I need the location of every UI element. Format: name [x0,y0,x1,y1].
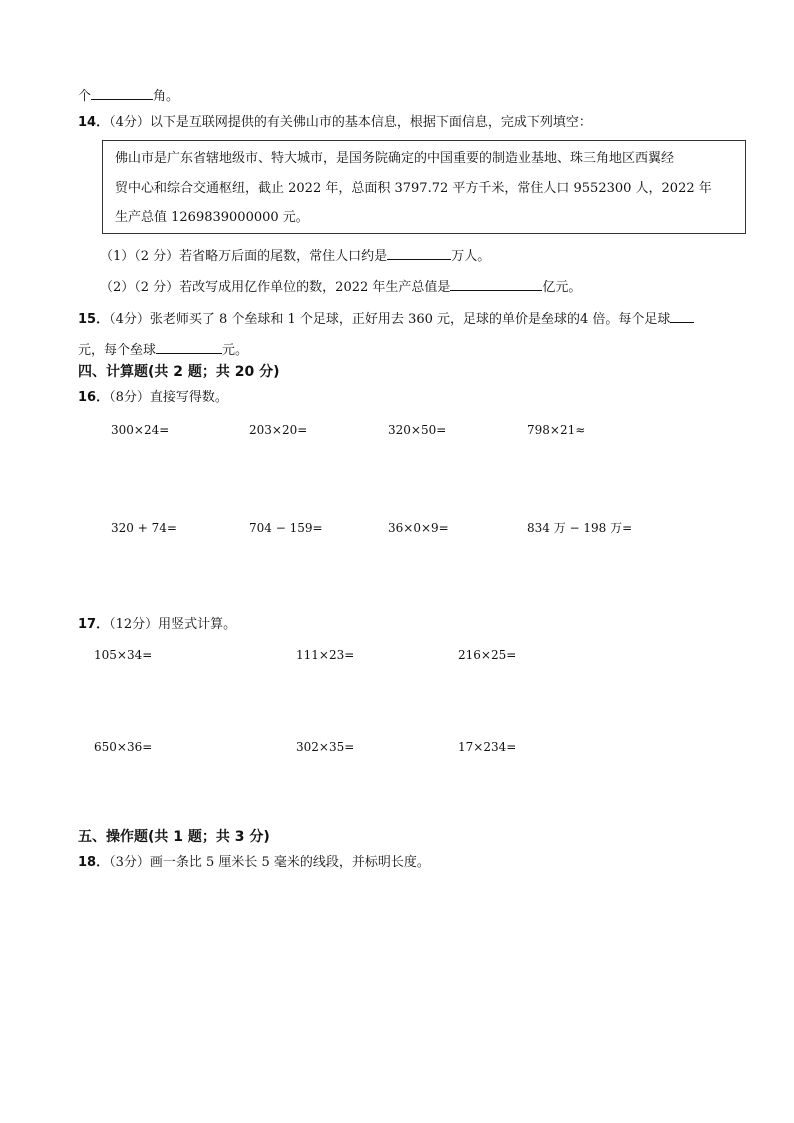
calc-item: 302×35= [296,740,355,754]
q15-line2: 元，每个垒球 元。 [78,340,248,357]
calc-item: 704 − 159= [249,521,323,535]
calc-item: 216×25= [458,648,517,662]
question-text: （3分）画一条比 5 厘米长 5 毫米的线段，并标明长度。 [109,855,430,870]
calc-item: 203×20= [249,423,308,437]
answer-blank[interactable] [387,246,451,260]
question-text: （4分）张老师买了 8 个垒球和 1 个足球，正好用去 360 元，足球的单价是垒球的4 倍。每个足球 [109,312,671,327]
question-number: 17． [78,617,110,632]
section-heading-5: 五、操作题(共 1 题；共 3 分) [78,829,270,845]
calc-item: 36×0×9= [388,521,449,535]
question-17 [78,618,236,631]
question-15 [78,309,694,326]
calc-item: 798×21≈ [527,423,586,437]
answer-blank[interactable] [450,277,542,291]
question-14 [78,116,592,129]
info-line: 生产总值 1269839000000 元。 [115,210,309,225]
q14-sub1: （1）（2 分）若省略万后面的尾数，常住人口约是 万人。 [100,246,490,263]
answer-blank[interactable] [156,340,222,354]
q14-sub2: （2）（2 分）若改写成用亿作单位的数，2022 年生产总值是 亿元。 [100,277,581,294]
info-box [102,140,746,234]
calc-item: 834 万 − 198 万= [527,521,633,535]
question-number: 18． [78,855,110,870]
question-16 [78,391,228,404]
calc-item: 320×50= [388,423,447,437]
calc-item: 300×24= [111,423,170,437]
info-line: 贸中心和综合交通枢纽，截止 2022 年，总面积 3797.72 平方千米，常住人口 9552300 人，2022 年 [115,181,712,196]
calc-item: 650×36= [94,740,153,754]
question-text: （4分）以下是互联网提供的有关佛山市的基本信息，根据下面信息，完成下列填空： [109,115,592,130]
calc-item: 111×23= [296,648,355,662]
calc-item: 320 + 74= [111,521,177,535]
question-18 [78,856,430,869]
info-line: 佛山市是广东省辖地级市、特大城市，是国务院确定的中国重要的制造业基地、珠三角地区西翼经 [115,151,675,166]
question-number: 14． [78,115,110,130]
calc-item: 105×34= [94,648,153,662]
answer-blank[interactable] [670,309,694,323]
section-heading-4: 四、计算题(共 2 题；共 20 分) [78,364,280,380]
question-number: 16． [78,390,110,405]
q13-tail: 个 角。 [78,86,179,103]
question-text: （8分）直接写得数。 [109,390,228,405]
question-text: （12分）用竖式计算。 [109,617,237,632]
answer-blank[interactable] [91,86,153,100]
question-number: 15． [78,312,110,327]
calc-item: 17×234= [458,740,517,754]
